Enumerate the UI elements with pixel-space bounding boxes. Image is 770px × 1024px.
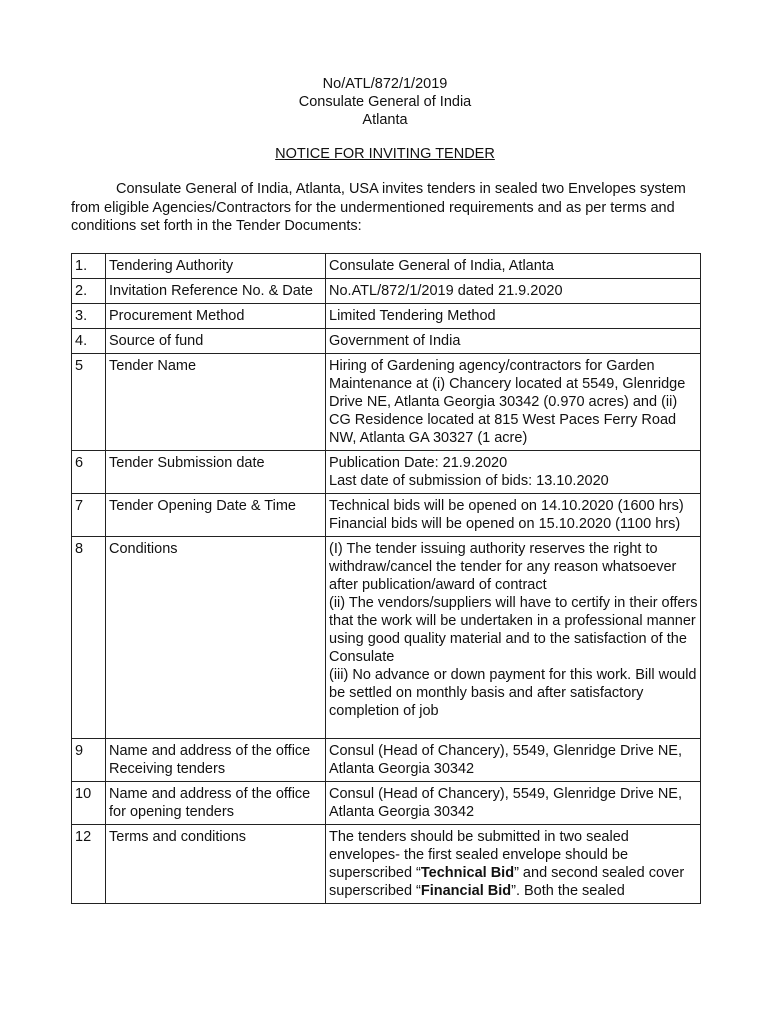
intro-text: Consulate General of India, Atlanta, USA invites tenders in sealed two Envelopes system from eligible Agencies/Contractors for the undermentioned requirements and as per terms and conditions set forth in the Tender Documents: [71, 181, 686, 234]
row-number: 9 [72, 739, 106, 782]
row-value-line: Consulate General of India, Atlanta [329, 258, 554, 274]
table-row [72, 537, 701, 739]
table-row [72, 279, 701, 304]
row-label: Tender Opening Date & Time [106, 494, 326, 537]
document-header [0, 75, 770, 129]
row-value [326, 537, 701, 739]
intro-paragraph [71, 180, 701, 236]
table-row [72, 254, 701, 279]
row-value [326, 304, 701, 329]
row-number: 1. [72, 254, 106, 279]
row-value [326, 451, 701, 494]
row-number: 4. [72, 329, 106, 354]
row-label: Tender Submission date [106, 451, 326, 494]
row-value-line: Hiring of Gardening agency/contractors for Garden Maintenance at (i) Chancery located at 5549, Glenridge Drive NE, Atlanta Georgia 30342 (0.970 acres) and (ii) CG Residence located at 815 West Paces Ferry Road NW, Atlanta GA 30327 (1 acre) [329, 358, 686, 446]
row-value-line: No.ATL/872/1/2019 dated 21.9.2020 [329, 283, 563, 299]
row-value [326, 739, 701, 782]
table-row [72, 354, 701, 451]
terms-text-b: ” and second sealed cover superscribed “ [329, 865, 685, 899]
terms-bold-financial: Financial Bid [420, 883, 512, 899]
row-value-line: (I) The tender issuing authority reserves the right to withdraw/cancel the tender for any reason whatsoever after publication/award of contract [329, 541, 677, 593]
terms-bold-technical: Technical Bid [420, 865, 515, 881]
row-number: 7 [72, 494, 106, 537]
reference-number: No/ATL/872/1/2019 [322, 76, 448, 92]
row-value-line: Technical bids will be opened on 14.10.2020 (1600 hrs) [329, 498, 684, 514]
notice-title-text: NOTICE FOR INVITING TENDER [275, 146, 495, 162]
row-label: Conditions [106, 537, 326, 739]
row-value [326, 494, 701, 537]
table-row [72, 304, 701, 329]
row-label: Name and address of the office Receiving tenders [106, 739, 326, 782]
row-label: Source of fund [106, 329, 326, 354]
row-value-line: (iii) No advance or down payment for this work. Bill would be settled on monthly basis and after satisfactory completion of job [329, 667, 697, 719]
row-number: 3. [72, 304, 106, 329]
table-row [72, 494, 701, 537]
row-value [326, 825, 701, 904]
row-value-line: Consul (Head of Chancery), 5549, Glenridge Drive NE, Atlanta Georgia 30342 [329, 786, 682, 820]
terms-text-a: The tenders should be submitted in two sealed envelopes- the first sealed envelope should be superscribed “ [329, 829, 629, 881]
row-value [326, 279, 701, 304]
row-value-line: Financial bids will be opened on 15.10.2020 (1100 hrs) [329, 516, 681, 532]
row-value-line: Government of India [329, 333, 461, 349]
row-number: 2. [72, 279, 106, 304]
row-value [326, 329, 701, 354]
tender-details-table [71, 253, 701, 904]
table-row [72, 825, 701, 904]
row-value [326, 354, 701, 451]
row-value [326, 782, 701, 825]
row-value-line: Last date of submission of bids: 13.10.2020 [329, 473, 609, 489]
row-number: 5 [72, 354, 106, 451]
tender-table-body [72, 254, 701, 904]
row-label: Invitation Reference No. & Date [106, 279, 326, 304]
row-label: Terms and conditions [106, 825, 326, 904]
office-city: Atlanta [362, 112, 408, 128]
row-value [326, 254, 701, 279]
notice-title [0, 146, 770, 162]
row-number: 10 [72, 782, 106, 825]
row-value-line: Consul (Head of Chancery), 5549, Glenridge Drive NE, Atlanta Georgia 30342 [329, 743, 682, 777]
row-number: 6 [72, 451, 106, 494]
row-number: 12 [72, 825, 106, 904]
row-value-line: Publication Date: 21.9.2020 [329, 455, 508, 471]
table-row [72, 739, 701, 782]
row-label: Name and address of the office for opening tenders [106, 782, 326, 825]
row-label: Procurement Method [106, 304, 326, 329]
table-row [72, 451, 701, 494]
row-value-line: Limited Tendering Method [329, 308, 496, 324]
table-row [72, 782, 701, 825]
row-value-line: (ii) The vendors/suppliers will have to certify in their offers that the work will be undertaken in a professional manner using good quality material and to the satisfaction of the Consulate [329, 595, 698, 665]
table-row [72, 329, 701, 354]
row-number: 8 [72, 537, 106, 739]
row-label: Tendering Authority [106, 254, 326, 279]
terms-text-c: ”. Both the sealed [511, 883, 625, 899]
row-label: Tender Name [106, 354, 326, 451]
office-name: Consulate General of India [298, 94, 472, 110]
